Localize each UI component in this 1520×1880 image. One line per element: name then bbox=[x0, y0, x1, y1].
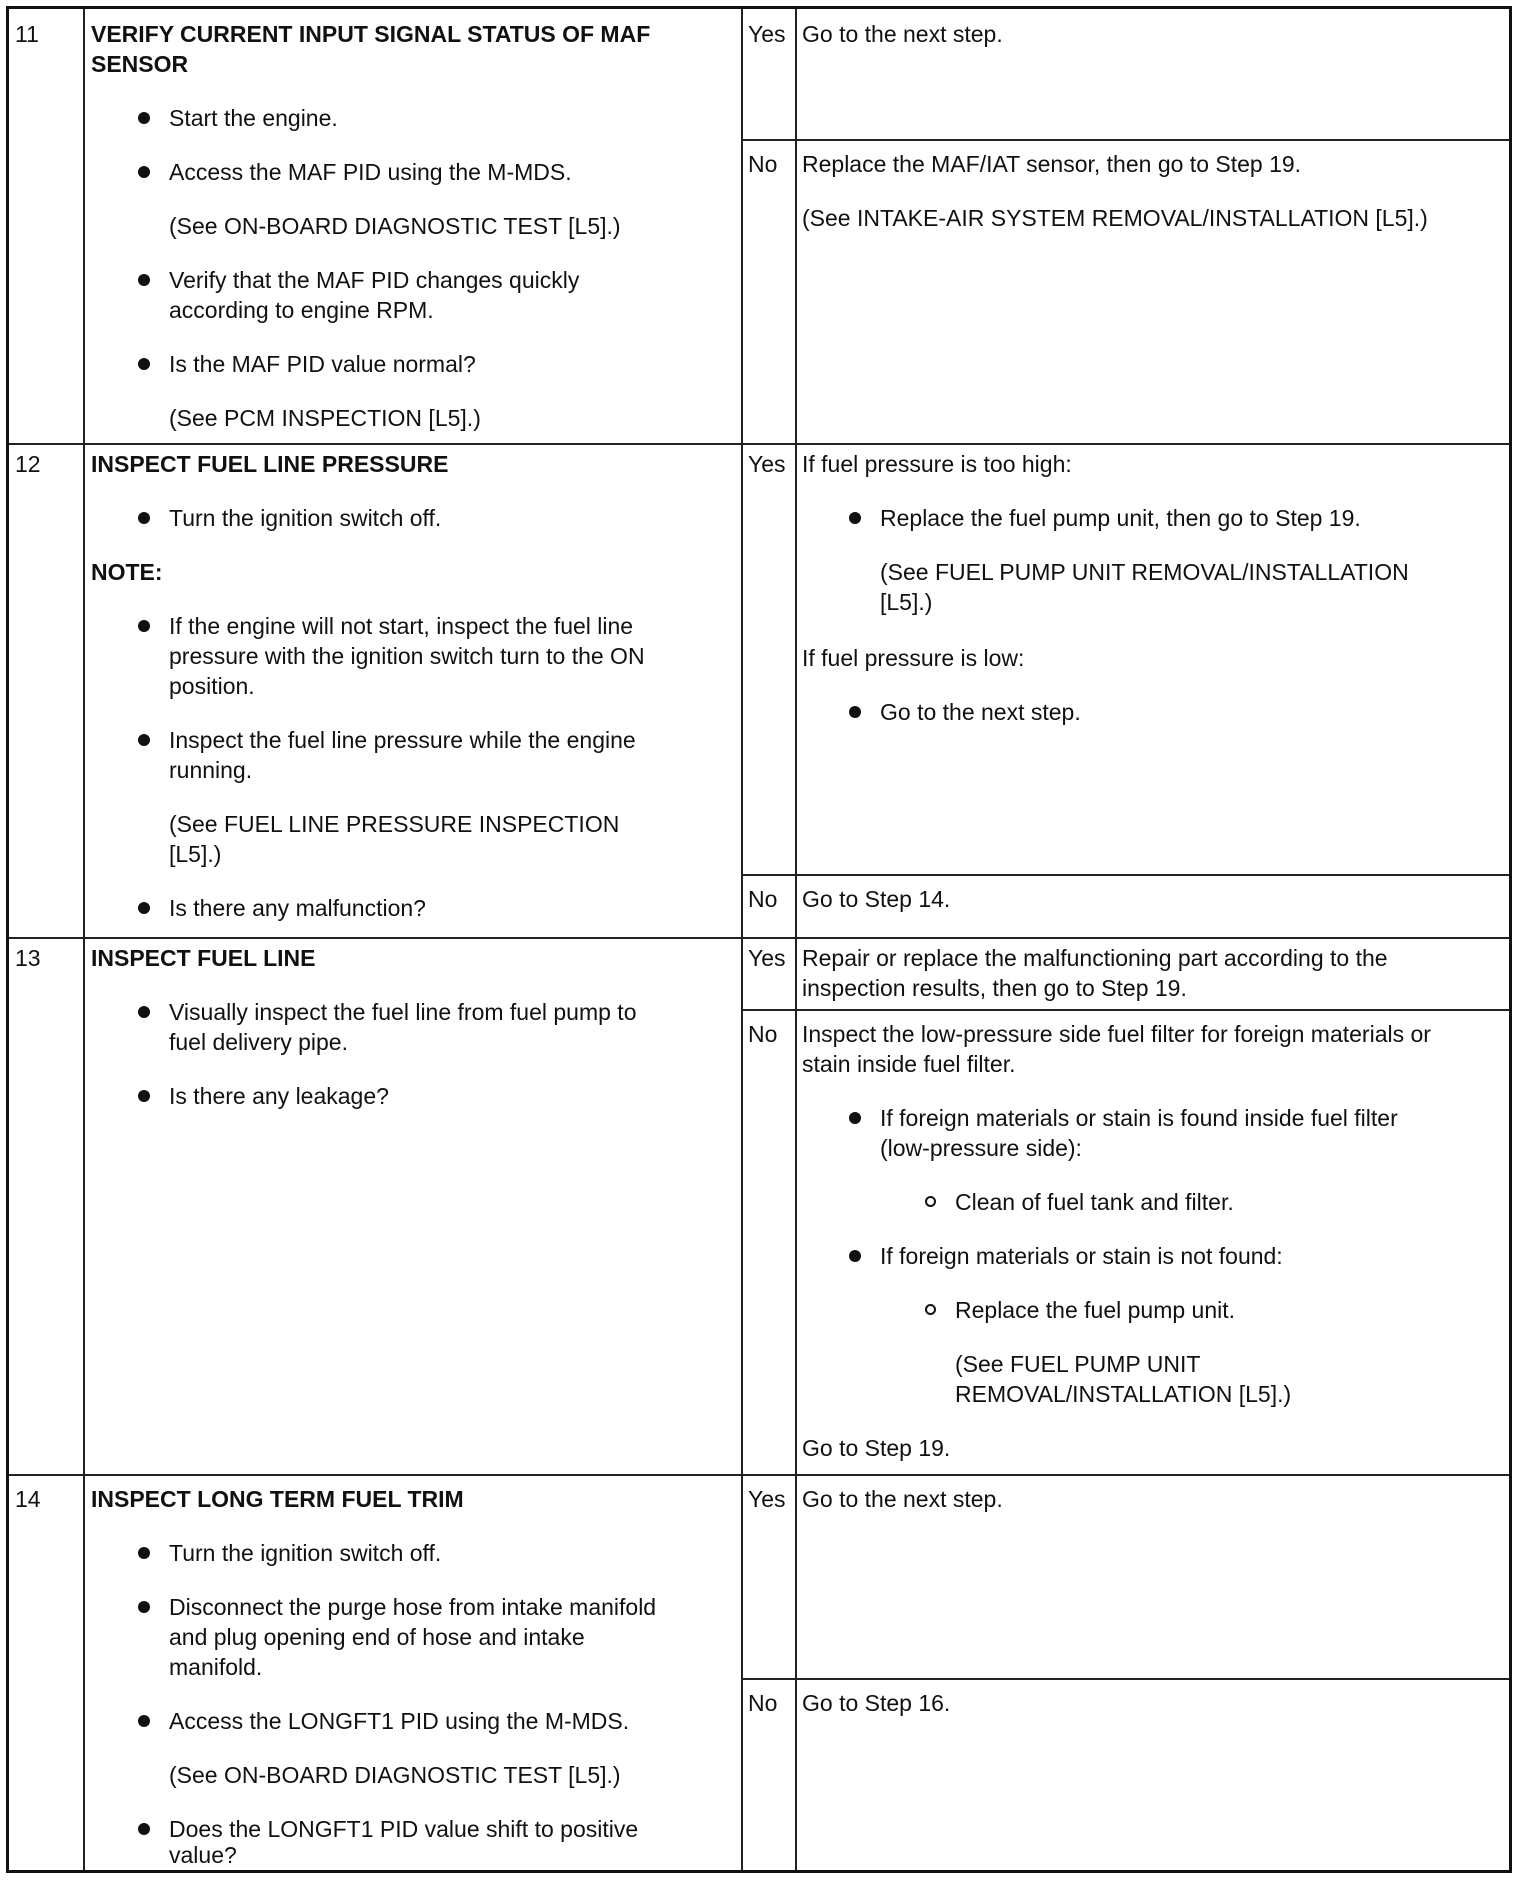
bullet-icon bbox=[138, 1823, 150, 1835]
result-divider bbox=[741, 1678, 1509, 1680]
column-divider bbox=[83, 9, 85, 443]
step-item: Visually inspect the fuel line from fuel pump to bbox=[169, 999, 637, 1025]
step-item: Turn the ignition switch off. bbox=[169, 505, 442, 531]
bullet-icon bbox=[138, 1547, 150, 1559]
step-row-14 bbox=[9, 1474, 1509, 1870]
bullet-icon bbox=[138, 166, 150, 178]
step-item: according to engine RPM. bbox=[169, 297, 434, 323]
column-divider bbox=[795, 9, 797, 443]
step-reference: (See ON-BOARD DIAGNOSTIC TEST [L5].) bbox=[169, 1762, 621, 1788]
note-item: pressure with the ignition switch turn to the ON bbox=[169, 643, 645, 669]
no-label: No bbox=[748, 1021, 778, 1047]
no-condition: If foreign materials or stain is not found: bbox=[880, 1243, 1283, 1269]
no-condition: If foreign materials or stain is found inside fuel filter bbox=[880, 1105, 1398, 1131]
step-item: manifold. bbox=[169, 1654, 263, 1680]
step-title: VERIFY CURRENT INPUT SIGNAL STATUS OF MAF bbox=[91, 21, 651, 47]
column-divider bbox=[795, 937, 797, 1474]
yes-action: Replace the fuel pump unit, then go to Step 19. bbox=[880, 505, 1361, 531]
yes-condition: If fuel pressure is low: bbox=[802, 645, 1025, 671]
step-reference: (See FUEL LINE PRESSURE INSPECTION bbox=[169, 811, 620, 837]
step-item: Access the LONGFT1 PID using the M-MDS. bbox=[169, 1708, 630, 1734]
step-item: fuel delivery pipe. bbox=[169, 1029, 348, 1055]
yes-action: Go to the next step. bbox=[802, 1486, 1003, 1512]
note-item: running. bbox=[169, 757, 253, 783]
step-title: INSPECT LONG TERM FUEL TRIM bbox=[91, 1486, 464, 1512]
no-reference: (See INTAKE-AIR SYSTEM REMOVAL/INSTALLATION [L5].) bbox=[802, 205, 1428, 231]
yes-action: Repair or replace the malfunctioning part according to the bbox=[802, 945, 1388, 971]
yes-label: Yes bbox=[748, 21, 786, 47]
yes-condition: If fuel pressure is too high: bbox=[802, 451, 1072, 477]
bullet-icon bbox=[138, 274, 150, 286]
bullet-icon bbox=[138, 1006, 150, 1018]
step-item: Turn the ignition switch off. bbox=[169, 1540, 442, 1566]
column-divider bbox=[741, 9, 743, 443]
step-number: 14 bbox=[15, 1486, 41, 1512]
note-item: Inspect the fuel line pressure while the engine bbox=[169, 727, 636, 753]
column-divider bbox=[83, 937, 85, 1474]
bullet-icon bbox=[849, 512, 861, 524]
no-action: Inspect the low-pressure side fuel filter for foreign materials or bbox=[802, 1021, 1431, 1047]
no-sub-action: Replace the fuel pump unit. bbox=[955, 1297, 1236, 1323]
yes-label: Yes bbox=[748, 945, 786, 971]
column-divider bbox=[741, 443, 743, 937]
no-action: Go to Step 14. bbox=[802, 886, 951, 912]
step-number: 13 bbox=[15, 945, 41, 971]
step-number: 11 bbox=[15, 21, 39, 47]
step-item: and plug opening end of hose and intake bbox=[169, 1624, 585, 1650]
bullet-icon bbox=[138, 734, 150, 746]
column-divider bbox=[83, 443, 85, 937]
step-item: Disconnect the purge hose from intake manifold bbox=[169, 1594, 657, 1620]
note-item: If the engine will not start, inspect the fuel line bbox=[169, 613, 634, 639]
yes-action: inspection results, then go to Step 19. bbox=[802, 975, 1187, 1001]
yes-action: Go to the next step. bbox=[802, 21, 1003, 47]
step-reference: [L5].) bbox=[169, 841, 222, 867]
bullet-icon bbox=[849, 1250, 861, 1262]
yes-label: Yes bbox=[748, 451, 786, 477]
yes-action: Go to the next step. bbox=[880, 699, 1081, 725]
no-action: Go to Step 19. bbox=[802, 1435, 951, 1461]
column-divider bbox=[795, 1474, 797, 1870]
no-sub-action: Clean of fuel tank and filter. bbox=[955, 1189, 1234, 1215]
step-title: SENSOR bbox=[91, 51, 189, 77]
no-action: Replace the MAF/IAT sensor, then go to Step 19. bbox=[802, 151, 1302, 177]
step-title: INSPECT FUEL LINE bbox=[91, 945, 316, 971]
no-reference: REMOVAL/INSTALLATION [L5].) bbox=[955, 1381, 1292, 1407]
column-divider bbox=[795, 443, 797, 937]
step-question: Does the LONGFT1 PID value shift to positive bbox=[169, 1816, 639, 1842]
column-divider bbox=[741, 1474, 743, 1870]
step-row-12 bbox=[9, 443, 1509, 939]
step-item: Verify that the MAF PID changes quickly bbox=[169, 267, 580, 293]
no-action: stain inside fuel filter. bbox=[802, 1051, 1016, 1077]
sub-bullet-icon bbox=[925, 1304, 936, 1315]
note-label: NOTE: bbox=[91, 559, 163, 585]
bullet-icon bbox=[138, 112, 150, 124]
step-question: Is there any leakage? bbox=[169, 1083, 389, 1109]
bullet-icon bbox=[138, 1090, 150, 1102]
bullet-icon bbox=[138, 358, 150, 370]
step-item: Access the MAF PID using the M-MDS. bbox=[169, 159, 572, 185]
step-title: INSPECT FUEL LINE PRESSURE bbox=[91, 451, 449, 477]
yes-reference: [L5].) bbox=[880, 589, 933, 615]
result-divider bbox=[741, 1009, 1509, 1011]
result-divider bbox=[741, 139, 1509, 141]
step-question: Is there any malfunction? bbox=[169, 895, 426, 921]
no-action: Go to Step 16. bbox=[802, 1690, 951, 1716]
step-reference: (See ON-BOARD DIAGNOSTIC TEST [L5].) bbox=[169, 213, 621, 239]
bullet-icon bbox=[849, 1112, 861, 1124]
column-divider bbox=[741, 937, 743, 1474]
diagnostic-procedure-table bbox=[6, 6, 1512, 1873]
no-label: No bbox=[748, 151, 778, 177]
column-divider bbox=[83, 1474, 85, 1870]
bullet-icon bbox=[138, 1715, 150, 1727]
note-item: position. bbox=[169, 673, 255, 699]
step-item: Start the engine. bbox=[169, 105, 338, 131]
step-row-11 bbox=[9, 9, 1509, 445]
no-condition: (low-pressure side): bbox=[880, 1135, 1082, 1161]
yes-label: Yes bbox=[748, 1486, 786, 1512]
step-question: value? bbox=[169, 1842, 237, 1868]
result-divider bbox=[741, 874, 1509, 876]
bullet-icon bbox=[138, 1601, 150, 1613]
bullet-icon bbox=[138, 620, 150, 632]
step-number: 12 bbox=[15, 451, 41, 477]
step-row-13 bbox=[9, 937, 1509, 1476]
yes-reference: (See FUEL PUMP UNIT REMOVAL/INSTALLATION bbox=[880, 559, 1409, 585]
bullet-icon bbox=[138, 512, 150, 524]
step-reference: (See PCM INSPECTION [L5].) bbox=[169, 405, 481, 431]
no-reference: (See FUEL PUMP UNIT bbox=[955, 1351, 1201, 1377]
step-question: Is the MAF PID value normal? bbox=[169, 351, 476, 377]
no-label: No bbox=[748, 886, 778, 912]
sub-bullet-icon bbox=[925, 1196, 936, 1207]
bullet-icon bbox=[138, 902, 150, 914]
bullet-icon bbox=[849, 706, 861, 718]
no-label: No bbox=[748, 1690, 778, 1716]
